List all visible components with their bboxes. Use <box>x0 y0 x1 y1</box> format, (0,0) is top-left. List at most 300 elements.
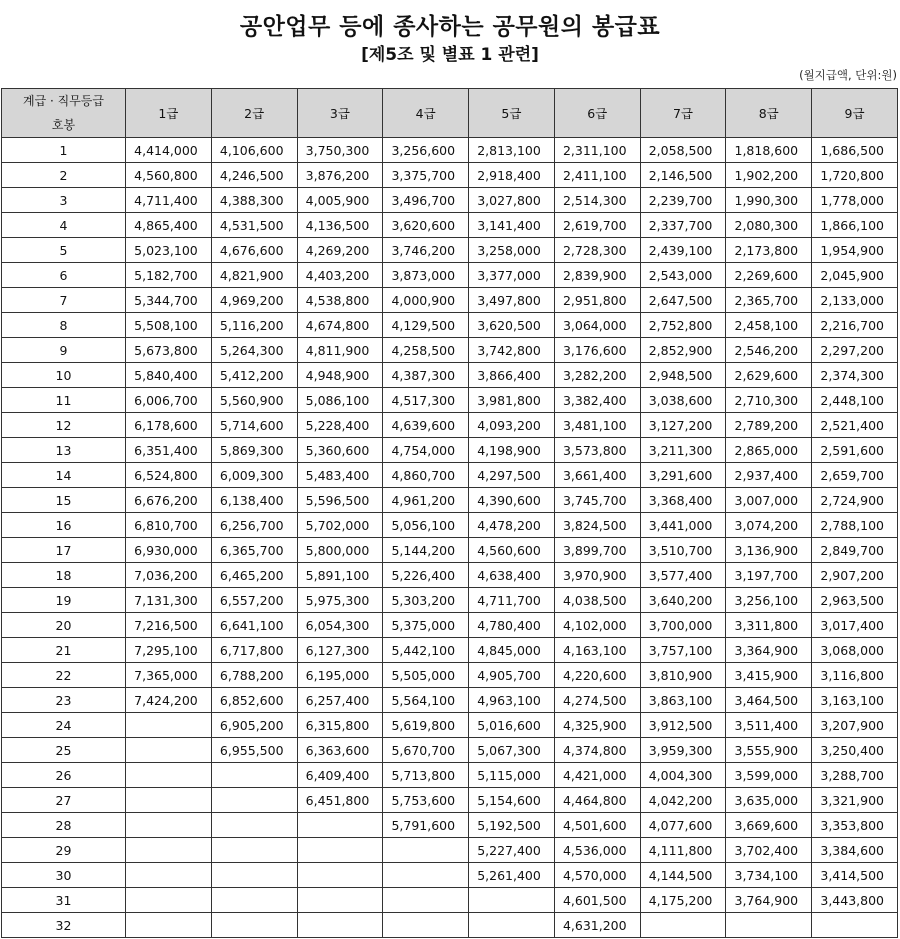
salary-cell: 4,560,800 <box>126 163 212 188</box>
salary-cell: 3,258,000 <box>469 238 555 263</box>
salary-cell: 3,377,000 <box>469 263 555 288</box>
salary-cell: 6,256,700 <box>211 513 297 538</box>
step-cell: 29 <box>2 838 126 863</box>
salary-cell: 2,710,300 <box>726 388 812 413</box>
salary-cell: 6,788,200 <box>211 663 297 688</box>
salary-cell: 2,951,800 <box>554 288 640 313</box>
salary-cell: 5,056,100 <box>383 513 469 538</box>
salary-cell: 2,439,100 <box>640 238 726 263</box>
salary-cell: 4,421,000 <box>554 763 640 788</box>
salary-cell: 4,000,900 <box>383 288 469 313</box>
salary-cell: 5,182,700 <box>126 263 212 288</box>
table-row <box>2 538 898 563</box>
salary-cell: 5,154,600 <box>469 788 555 813</box>
salary-cell: 3,414,500 <box>812 863 898 888</box>
table-row <box>2 363 898 388</box>
step-cell: 6 <box>2 263 126 288</box>
salary-cell: 2,789,200 <box>726 413 812 438</box>
salary-cell: 2,080,300 <box>726 213 812 238</box>
table-row <box>2 913 898 938</box>
grade-header: 9급 <box>812 89 898 138</box>
salary-cell: 6,465,200 <box>211 563 297 588</box>
salary-cell: 4,005,900 <box>297 188 383 213</box>
header-row <box>2 89 898 138</box>
salary-cell: 3,127,200 <box>640 413 726 438</box>
salary-cell: 3,064,000 <box>554 313 640 338</box>
salary-cell: 3,384,600 <box>812 838 898 863</box>
salary-cell <box>383 913 469 938</box>
salary-cell: 4,042,200 <box>640 788 726 813</box>
salary-cell: 4,478,200 <box>469 513 555 538</box>
salary-cell: 7,424,200 <box>126 688 212 713</box>
salary-cell: 4,246,500 <box>211 163 297 188</box>
salary-cell: 4,860,700 <box>383 463 469 488</box>
salary-cell: 4,325,900 <box>554 713 640 738</box>
salary-cell: 2,311,100 <box>554 138 640 163</box>
grade-header: 2급 <box>211 89 297 138</box>
salary-cell: 2,813,100 <box>469 138 555 163</box>
salary-cell <box>297 838 383 863</box>
salary-cell: 3,577,400 <box>640 563 726 588</box>
salary-cell: 2,411,100 <box>554 163 640 188</box>
salary-cell: 5,505,000 <box>383 663 469 688</box>
salary-cell: 3,368,400 <box>640 488 726 513</box>
step-cell: 22 <box>2 663 126 688</box>
salary-cell: 7,216,500 <box>126 613 212 638</box>
salary-cell: 1,720,800 <box>812 163 898 188</box>
table-row <box>2 313 898 338</box>
salary-cell: 5,261,400 <box>469 863 555 888</box>
salary-cell: 5,412,200 <box>211 363 297 388</box>
salary-cell: 4,674,800 <box>297 313 383 338</box>
step-cell: 21 <box>2 638 126 663</box>
table-row <box>2 388 898 413</box>
salary-cell: 3,745,700 <box>554 488 640 513</box>
step-cell: 30 <box>2 863 126 888</box>
step-cell: 9 <box>2 338 126 363</box>
salary-cell: 2,297,200 <box>812 338 898 363</box>
table-row <box>2 513 898 538</box>
salary-cell: 3,635,000 <box>726 788 812 813</box>
salary-cell: 5,975,300 <box>297 588 383 613</box>
salary-cell: 2,239,700 <box>640 188 726 213</box>
salary-cell: 4,961,200 <box>383 488 469 513</box>
salary-cell: 5,619,800 <box>383 713 469 738</box>
table-row <box>2 463 898 488</box>
salary-cell: 6,409,400 <box>297 763 383 788</box>
salary-cell: 6,676,200 <box>126 488 212 513</box>
salary-cell: 4,501,600 <box>554 813 640 838</box>
salary-cell: 5,344,700 <box>126 288 212 313</box>
salary-cell: 3,866,400 <box>469 363 555 388</box>
salary-cell: 4,390,600 <box>469 488 555 513</box>
salary-cell: 2,216,700 <box>812 313 898 338</box>
salary-cell <box>297 813 383 838</box>
salary-cell: 1,954,900 <box>812 238 898 263</box>
table-row <box>2 888 898 913</box>
step-cell: 7 <box>2 288 126 313</box>
salary-cell: 4,106,600 <box>211 138 297 163</box>
salary-cell: 5,483,400 <box>297 463 383 488</box>
step-cell: 25 <box>2 738 126 763</box>
salary-cell: 3,007,000 <box>726 488 812 513</box>
salary-cell <box>297 863 383 888</box>
step-cell: 18 <box>2 563 126 588</box>
step-cell: 19 <box>2 588 126 613</box>
salary-cell <box>640 913 726 938</box>
salary-cell: 7,036,200 <box>126 563 212 588</box>
salary-cell: 5,596,500 <box>297 488 383 513</box>
salary-cell: 4,963,100 <box>469 688 555 713</box>
salary-cell: 4,560,600 <box>469 538 555 563</box>
step-cell: 8 <box>2 313 126 338</box>
table-row <box>2 213 898 238</box>
salary-cell: 2,865,000 <box>726 438 812 463</box>
salary-cell: 3,746,200 <box>383 238 469 263</box>
salary-cell: 5,067,300 <box>469 738 555 763</box>
salary-cell <box>383 838 469 863</box>
table-row <box>2 238 898 263</box>
salary-cell: 2,514,300 <box>554 188 640 213</box>
salary-cell: 3,959,300 <box>640 738 726 763</box>
salary-cell: 4,711,700 <box>469 588 555 613</box>
table-header <box>2 89 898 138</box>
salary-cell: 5,116,200 <box>211 313 297 338</box>
salary-cell: 2,374,300 <box>812 363 898 388</box>
salary-cell <box>469 888 555 913</box>
salary-cell: 3,256,100 <box>726 588 812 613</box>
salary-cell: 2,146,500 <box>640 163 726 188</box>
step-cell: 27 <box>2 788 126 813</box>
salary-cell: 5,869,300 <box>211 438 297 463</box>
salary-cell: 5,086,100 <box>297 388 383 413</box>
grade-header: 7급 <box>640 89 726 138</box>
salary-cell: 3,250,400 <box>812 738 898 763</box>
table-row <box>2 638 898 663</box>
salary-cell: 4,374,800 <box>554 738 640 763</box>
salary-cell: 4,570,000 <box>554 863 640 888</box>
grade-header: 8급 <box>726 89 812 138</box>
salary-cell: 4,175,200 <box>640 888 726 913</box>
salary-cell: 5,670,700 <box>383 738 469 763</box>
salary-cell: 3,481,100 <box>554 413 640 438</box>
salary-cell <box>211 888 297 913</box>
salary-cell: 4,220,600 <box>554 663 640 688</box>
salary-cell <box>211 763 297 788</box>
salary-cell <box>211 838 297 863</box>
salary-cell: 4,093,200 <box>469 413 555 438</box>
salary-cell: 2,619,700 <box>554 213 640 238</box>
salary-cell: 1,686,500 <box>812 138 898 163</box>
salary-cell: 1,902,200 <box>726 163 812 188</box>
salary-cell: 3,511,400 <box>726 713 812 738</box>
salary-cell: 5,226,400 <box>383 563 469 588</box>
salary-cell: 4,676,600 <box>211 238 297 263</box>
salary-cell: 5,891,100 <box>297 563 383 588</box>
salary-cell: 4,269,200 <box>297 238 383 263</box>
step-cell: 32 <box>2 913 126 938</box>
salary-cell: 3,136,900 <box>726 538 812 563</box>
salary-cell: 4,538,800 <box>297 288 383 313</box>
salary-cell: 6,524,800 <box>126 463 212 488</box>
salary-cell: 3,620,500 <box>469 313 555 338</box>
salary-cell: 2,543,000 <box>640 263 726 288</box>
table-row <box>2 263 898 288</box>
salary-cell: 5,800,000 <box>297 538 383 563</box>
step-cell: 3 <box>2 188 126 213</box>
salary-cell: 5,713,800 <box>383 763 469 788</box>
salary-cell: 4,711,400 <box>126 188 212 213</box>
salary-cell <box>126 738 212 763</box>
salary-cell: 4,811,900 <box>297 338 383 363</box>
grade-header: 3급 <box>297 89 383 138</box>
salary-cell <box>126 788 212 813</box>
unit-note: (월지급액, 단위:원) <box>799 68 897 82</box>
salary-cell: 1,818,600 <box>726 138 812 163</box>
table-row <box>2 488 898 513</box>
table-row <box>2 413 898 438</box>
salary-cell: 2,058,500 <box>640 138 726 163</box>
table-row <box>2 613 898 638</box>
salary-cell: 4,129,500 <box>383 313 469 338</box>
step-label: 호봉 <box>51 118 76 132</box>
table-row <box>2 838 898 863</box>
salary-cell: 2,659,700 <box>812 463 898 488</box>
table-row <box>2 738 898 763</box>
salary-cell: 3,742,800 <box>469 338 555 363</box>
salary-cell: 3,256,600 <box>383 138 469 163</box>
salary-cell: 3,497,800 <box>469 288 555 313</box>
salary-cell <box>126 838 212 863</box>
salary-cell <box>126 763 212 788</box>
salary-cell: 4,387,300 <box>383 363 469 388</box>
salary-cell: 3,555,900 <box>726 738 812 763</box>
rank-grade-label: 계급 · 직무등급 <box>23 94 104 108</box>
salary-cell: 4,905,700 <box>469 663 555 688</box>
salary-cell: 4,403,200 <box>297 263 383 288</box>
salary-cell: 3,441,000 <box>640 513 726 538</box>
salary-cell <box>211 813 297 838</box>
grade-header: 1급 <box>126 89 212 138</box>
salary-cell: 2,448,100 <box>812 388 898 413</box>
salary-cell: 5,508,100 <box>126 313 212 338</box>
salary-cell: 6,351,400 <box>126 438 212 463</box>
salary-cell: 1,778,000 <box>812 188 898 213</box>
salary-cell: 2,918,400 <box>469 163 555 188</box>
salary-cell <box>126 813 212 838</box>
salary-cell: 3,876,200 <box>297 163 383 188</box>
salary-cell: 3,382,400 <box>554 388 640 413</box>
salary-cell: 3,282,200 <box>554 363 640 388</box>
salary-cell: 3,669,600 <box>726 813 812 838</box>
salary-cell: 6,717,800 <box>211 638 297 663</box>
salary-cell: 4,631,200 <box>554 913 640 938</box>
table-row <box>2 163 898 188</box>
salary-cell: 6,315,800 <box>297 713 383 738</box>
salary-cell: 5,673,800 <box>126 338 212 363</box>
salary-cell: 2,948,500 <box>640 363 726 388</box>
table-row <box>2 288 898 313</box>
salary-cell: 6,365,700 <box>211 538 297 563</box>
salary-cell: 2,752,800 <box>640 313 726 338</box>
salary-cell: 3,464,500 <box>726 688 812 713</box>
table-row <box>2 788 898 813</box>
salary-cell: 6,451,800 <box>297 788 383 813</box>
salary-cell: 5,115,000 <box>469 763 555 788</box>
salary-cell: 4,038,500 <box>554 588 640 613</box>
salary-cell: 2,852,900 <box>640 338 726 363</box>
salary-cell: 2,591,600 <box>812 438 898 463</box>
salary-cell: 6,009,300 <box>211 463 297 488</box>
salary-cell: 6,127,300 <box>297 638 383 663</box>
step-cell: 28 <box>2 813 126 838</box>
salary-cell: 3,981,800 <box>469 388 555 413</box>
salary-cell: 6,138,400 <box>211 488 297 513</box>
salary-cell: 5,227,400 <box>469 838 555 863</box>
salary-cell: 2,269,600 <box>726 263 812 288</box>
salary-cell: 3,207,900 <box>812 713 898 738</box>
salary-cell: 4,163,100 <box>554 638 640 663</box>
salary-cell: 4,639,600 <box>383 413 469 438</box>
salary-cell: 4,638,400 <box>469 563 555 588</box>
salary-cell: 3,211,300 <box>640 438 726 463</box>
salary-cell: 4,865,400 <box>126 213 212 238</box>
salary-cell: 3,764,900 <box>726 888 812 913</box>
step-cell: 26 <box>2 763 126 788</box>
step-cell: 24 <box>2 713 126 738</box>
table-row <box>2 588 898 613</box>
step-cell: 31 <box>2 888 126 913</box>
salary-cell: 5,560,900 <box>211 388 297 413</box>
salary-cell: 3,824,500 <box>554 513 640 538</box>
salary-cell: 6,257,400 <box>297 688 383 713</box>
salary-cell: 2,045,900 <box>812 263 898 288</box>
salary-cell: 6,810,700 <box>126 513 212 538</box>
table-row <box>2 763 898 788</box>
salary-cell <box>383 863 469 888</box>
salary-cell: 4,517,300 <box>383 388 469 413</box>
salary-cell: 4,102,000 <box>554 613 640 638</box>
salary-cell: 3,027,800 <box>469 188 555 213</box>
step-cell: 16 <box>2 513 126 538</box>
salary-cell: 3,970,900 <box>554 563 640 588</box>
step-cell: 20 <box>2 613 126 638</box>
salary-cell: 3,364,900 <box>726 638 812 663</box>
salary-cell: 4,077,600 <box>640 813 726 838</box>
salary-cell: 3,415,900 <box>726 663 812 688</box>
salary-cell: 4,388,300 <box>211 188 297 213</box>
salary-cell: 2,724,900 <box>812 488 898 513</box>
table-row <box>2 188 898 213</box>
salary-cell: 2,546,200 <box>726 338 812 363</box>
salary-cell: 2,963,500 <box>812 588 898 613</box>
salary-cell: 5,303,200 <box>383 588 469 613</box>
salary-cell: 4,198,900 <box>469 438 555 463</box>
salary-cell: 6,195,000 <box>297 663 383 688</box>
salary-cell: 5,714,600 <box>211 413 297 438</box>
salary-cell: 6,363,600 <box>297 738 383 763</box>
salary-cell <box>211 863 297 888</box>
page-title: 공안업무 등에 종사하는 공무원의 봉급표 <box>239 14 661 40</box>
salary-cell: 3,750,300 <box>297 138 383 163</box>
table-row <box>2 438 898 463</box>
salary-cell: 7,295,100 <box>126 638 212 663</box>
salary-cell: 3,496,700 <box>383 188 469 213</box>
salary-cell: 3,017,400 <box>812 613 898 638</box>
salary-cell: 4,754,000 <box>383 438 469 463</box>
salary-cell: 3,311,800 <box>726 613 812 638</box>
salary-cell <box>211 788 297 813</box>
salary-cell: 4,297,500 <box>469 463 555 488</box>
salary-cell <box>297 913 383 938</box>
salary-cell: 3,288,700 <box>812 763 898 788</box>
salary-cell: 6,641,100 <box>211 613 297 638</box>
step-cell: 12 <box>2 413 126 438</box>
salary-cell: 4,136,500 <box>297 213 383 238</box>
salary-cell: 3,702,400 <box>726 838 812 863</box>
salary-cell: 3,899,700 <box>554 538 640 563</box>
salary-cell <box>383 888 469 913</box>
salary-cell: 2,629,600 <box>726 363 812 388</box>
salary-cell: 4,821,900 <box>211 263 297 288</box>
salary-cell: 3,510,700 <box>640 538 726 563</box>
salary-cell: 3,757,100 <box>640 638 726 663</box>
salary-cell: 3,734,100 <box>726 863 812 888</box>
table-row <box>2 138 898 163</box>
salary-cell: 3,074,200 <box>726 513 812 538</box>
salary-cell: 3,038,600 <box>640 388 726 413</box>
salary-cell: 2,728,300 <box>554 238 640 263</box>
salary-cell: 3,620,600 <box>383 213 469 238</box>
salary-cell <box>126 888 212 913</box>
salary-cell: 2,788,100 <box>812 513 898 538</box>
salary-cell: 2,521,400 <box>812 413 898 438</box>
salary-cell: 4,111,800 <box>640 838 726 863</box>
page-subtitle: [제5조 및 별표 1 관련] <box>361 45 539 65</box>
table-row <box>2 813 898 838</box>
salary-cell: 2,907,200 <box>812 563 898 588</box>
salary-cell: 5,564,100 <box>383 688 469 713</box>
salary-cell <box>812 913 898 938</box>
salary-cell: 6,006,700 <box>126 388 212 413</box>
salary-cell: 4,601,500 <box>554 888 640 913</box>
salary-table <box>1 88 898 938</box>
salary-cell: 5,791,600 <box>383 813 469 838</box>
salary-cell: 3,176,600 <box>554 338 640 363</box>
salary-cell: 3,375,700 <box>383 163 469 188</box>
salary-cell: 6,930,000 <box>126 538 212 563</box>
salary-cell: 3,163,100 <box>812 688 898 713</box>
salary-cell: 3,661,400 <box>554 463 640 488</box>
salary-cell: 2,937,400 <box>726 463 812 488</box>
grade-header: 5급 <box>469 89 555 138</box>
salary-cell: 3,068,000 <box>812 638 898 663</box>
salary-cell: 6,955,500 <box>211 738 297 763</box>
step-cell: 17 <box>2 538 126 563</box>
salary-cell: 4,780,400 <box>469 613 555 638</box>
salary-cell: 5,840,400 <box>126 363 212 388</box>
salary-cell: 3,810,900 <box>640 663 726 688</box>
salary-cell: 2,337,700 <box>640 213 726 238</box>
salary-cell: 2,849,700 <box>812 538 898 563</box>
step-cell: 13 <box>2 438 126 463</box>
step-cell: 1 <box>2 138 126 163</box>
salary-cell: 2,839,900 <box>554 263 640 288</box>
salary-cell: 4,144,500 <box>640 863 726 888</box>
salary-cell: 3,353,800 <box>812 813 898 838</box>
table-row <box>2 863 898 888</box>
salary-cell: 6,054,300 <box>297 613 383 638</box>
